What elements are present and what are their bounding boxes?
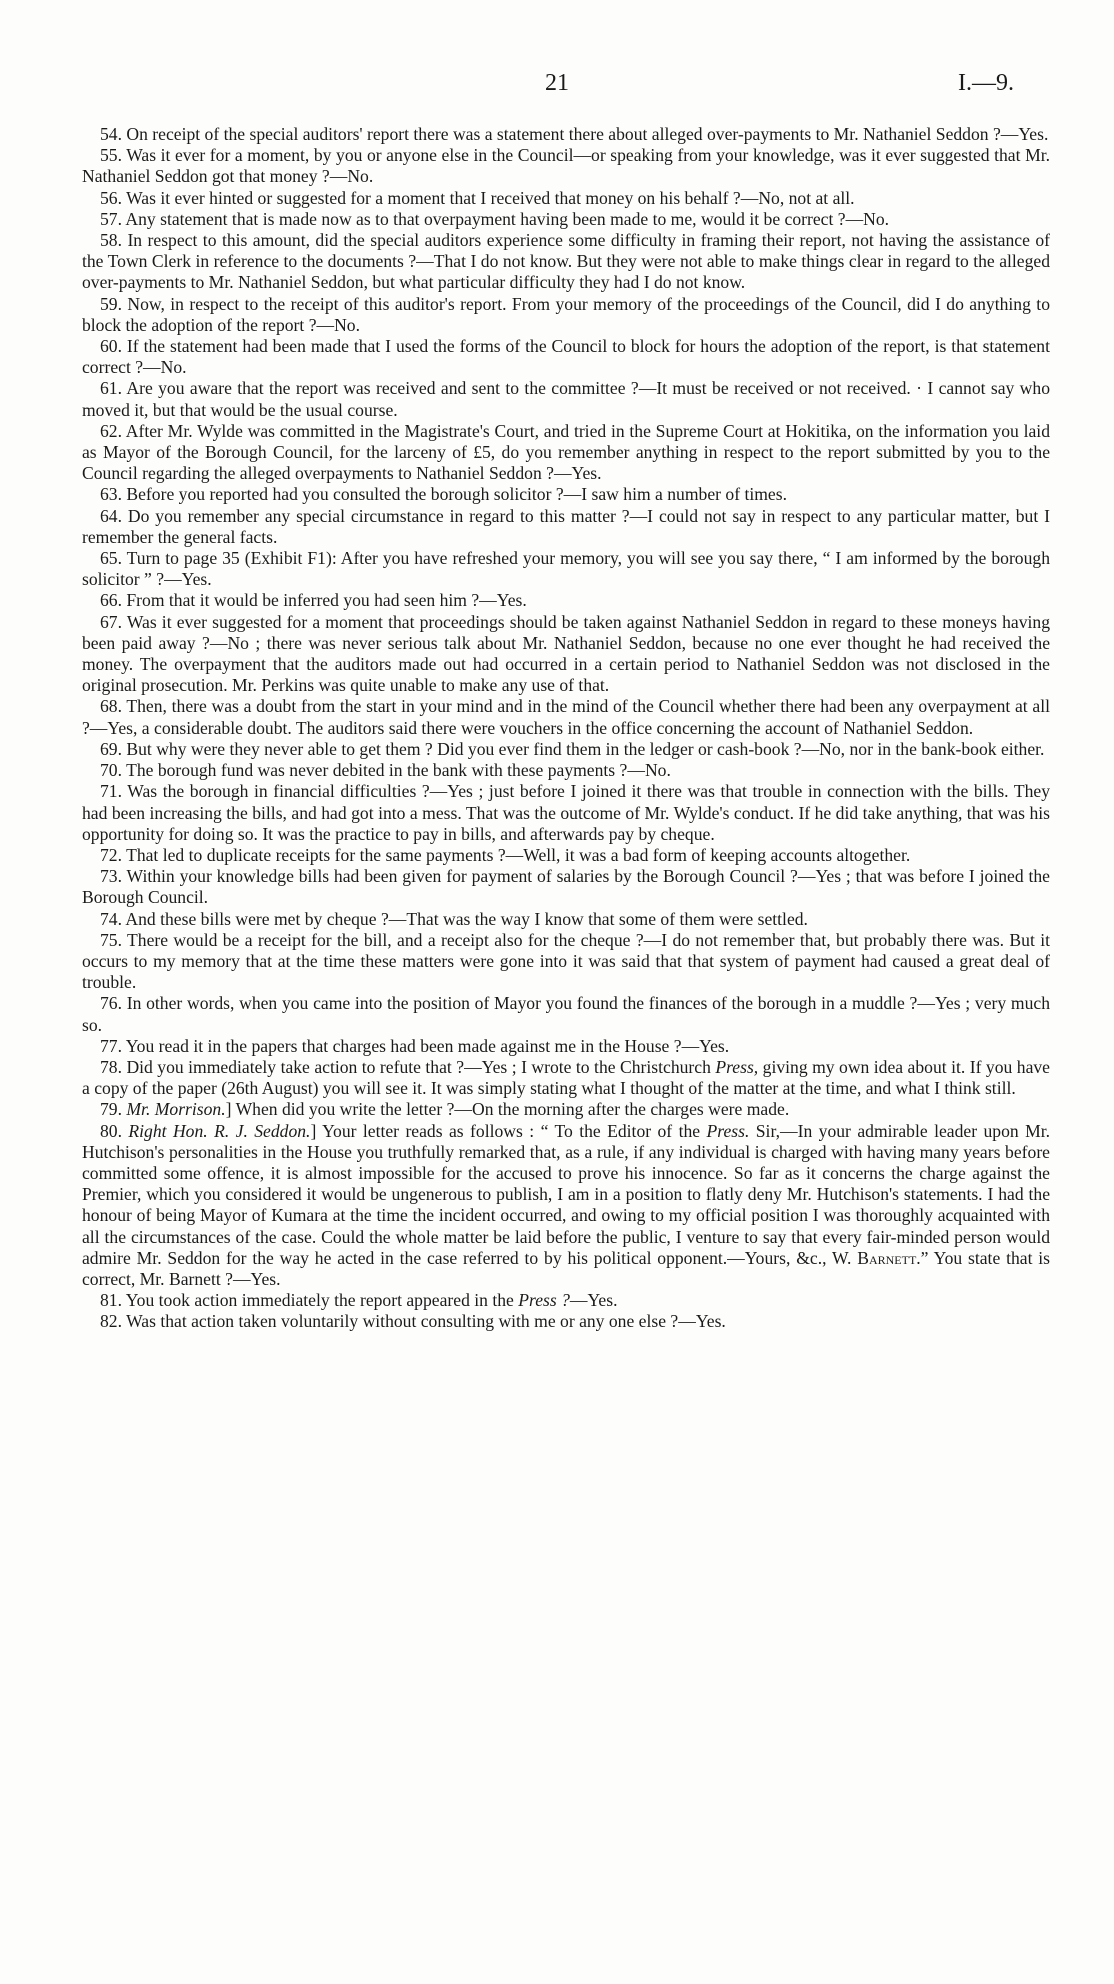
paragraph-61: 61. Are you aware that the report was received and sent to the committee ?—It must be received or not received. · I cannot say who moved it, but that would be the usual course. <box>82 378 1050 420</box>
paragraph-78-text-end: giving my own idea about it. If you have a copy of the paper (26th August) you will see it. It was simply stating what I thought of the matter at the time, and what I think still. <box>82 1056 1050 1099</box>
paragraph-69: 69. But why were they never able to get them ? Did you ever find them in the ledger or cash-book ?—No, nor in the bank-book either. <box>100 738 1045 759</box>
paragraph-67: 67. Was it ever suggested for a moment that proceedings should be taken against Nathaniel Seddon in regard to these moneys having been paid away ?—No ; there was never serious talk about Mr. Nathaniel Seddon, because no one ever thought he had received the money. The overpayment that the auditors made out had occurred in a certain period to Nathaniel Seddon was not disclosed in the original prosecution. Mr. Perkins was quite unable to make any use of that. <box>82 611 1050 696</box>
paragraph-66: 66. From that it would be inferred you had seen him ?—Yes. <box>100 590 527 611</box>
paragraph-68: 68. Then, there was a doubt from the start in your mind and in the mind of the Council whether there had been any overpayment at all ?—Yes, a considerable doubt. The auditors said there were vouchers in the office concerning the account of Nathaniel Seddon. <box>82 696 1050 738</box>
paragraph-64: 64. Do you remember any special circumstance in regard to this matter ?—I could not say in respect to any particular matter, but I remember the general facts. <box>82 505 1050 547</box>
paragraph-62: 62. After Mr. Wylde was committed in the Magistrate's Court, and tried in the Supreme Court at Hokitika, on the information you laid as Mayor of the Borough Council, for the larceny of £5, do you remember anything in respect to the report submitted by you to the Council regarding the alleged overpayments to Nathaniel Seddon ?—Yes. <box>82 420 1050 484</box>
paragraph-80-text: ] Your letter reads as follows : “ To the Editor of the <box>310 1120 707 1141</box>
paragraph-75: 75. There would be a receipt for the bill, and a receipt also for the cheque ?—I do not remember that, but probably there was. But it occurs to my memory that at the time these matters were gone into it was said that that system of payment had caused a great deal of trouble. <box>82 929 1050 993</box>
paragraph-55: 55. Was it ever for a moment, by you or anyone else in the Council—or speaking from your knowledge, was it ever suggested that Mr. Nathaniel Seddon got that money ?—No. <box>82 145 1050 187</box>
paragraph-74: 74. And these bills were met by cheque ?—That was the way I know that some of them were settled. <box>100 908 808 929</box>
paragraph-73: 73. Within your knowledge bills had been given for payment of salaries by the Borough Council ?—Yes ; that was before I joined the Borough Council. <box>82 866 1050 908</box>
paragraph-71: 71. Was the borough in financial difficulties ?—Yes ; just before I joined it there was that trouble in connection with the bills. They had been increasing the bills, and had got into a mess. That was the outcome of Mr. Wylde's conduct. If he did take anything, that was his opportunity for doing so. It was the practice to pay in bills, and afterwards pay by cheque. <box>82 781 1050 844</box>
paragraph-80-text-end: .” You state that is correct, Mr. Barnett ?—Yes. <box>82 1247 1051 1289</box>
paragraph-63: 63. Before you reported had you consulted the borough solicitor ?—I saw him a number of times. <box>100 484 787 505</box>
paragraph-81-text-end: —Yes. <box>569 1290 618 1311</box>
paragraph-56: 56. Was it ever hinted or suggested for a moment that I received that money on his behalf ?—No, not at all. <box>100 187 855 208</box>
paragraph-79-text: ] When did you write the letter ?—On the morning after the charges were made. <box>225 1099 790 1120</box>
paragraph-80 <box>82 1121 1050 1291</box>
document-reference: I.—9. <box>958 70 1014 96</box>
paragraph-78 <box>82 1057 1050 1099</box>
page-number: 21 <box>545 70 569 96</box>
newspaper-title: Press ? <box>518 1290 570 1311</box>
paragraph-82: 82. Was that action taken voluntarily without consulting with me or any one else ?—Yes. <box>100 1311 726 1332</box>
paragraph-78-text: 78. Did you immediately take action to refute that ?—Yes ; I wrote to the Christchurch <box>100 1056 716 1077</box>
speaker-name: Mr. Morrison. <box>126 1099 226 1120</box>
paragraph-81-text: 81. You took action immediately the report appeared in the <box>100 1290 519 1311</box>
paragraph-77: 77. You read it in the papers that charges had been made against me in the House ?—Yes. <box>100 1035 730 1056</box>
paragraph-70: 70. The borough fund was never debited in the bank with these payments ?—No. <box>100 760 671 781</box>
paragraph-72: 72. That led to duplicate receipts for the same payments ?—Well, it was a bad form of keeping accounts altogether. <box>100 844 911 865</box>
letter-text: Sir,—In your admirable leader upon Mr. Hutchison's personalities in the House you truthfully remarked that, as a rule, if any individual is charged with having many years before committed some offence, it is almost impossible for the accused to prove his innocence. So far as it concerns the charge against the Premier, which you considered it would be ungenerous to publish, I am in a position to flatly deny Mr. Hutchison's statements. I had the honour of being Mayor of Kumara at the time the incident occurred, and owing to my official position I was thoroughly acquainted with all the circumstances of the case. Could the whole matter be laid before the public, I venture to say that every fair-minded person would admire Mr. Seddon for the way he acted in the case referred to by his political opponent.—Yours, &c., W. <box>82 1120 1051 1268</box>
letter-signature: Barnett <box>857 1247 917 1268</box>
paragraph-65: 65. Turn to page 35 (Exhibit F1): After you have refreshed your memory, you will see you say there, “ I am informed by the borough solicitor ” ?—Yes. <box>82 548 1050 590</box>
paragraph-79-number: 79. <box>100 1099 127 1120</box>
page-header <box>0 70 1114 104</box>
paragraph-79 <box>82 1099 1050 1120</box>
paragraph-81 <box>82 1290 1050 1311</box>
paragraph-54: 54. On receipt of the special auditors' report there was a statement there about alleged over-payments to Mr. Nathaniel Seddon ?—Yes. <box>100 124 1049 144</box>
newspaper-title: Press. <box>706 1120 750 1141</box>
paragraph-59: 59. Now, in respect to the receipt of this auditor's report. From your memory of the proceedings of the Council, did I do anything to block the adoption of the report ?—No. <box>82 293 1050 335</box>
paragraph-60: 60. If the statement had been made that I used the forms of the Council to block for hours the adoption of the report, is that statement correct ?—No. <box>82 336 1050 378</box>
paragraph-58: 58. In respect to this amount, did the special auditors experience some difficulty in framing their report, not having the assistance of the Town Clerk in reference to the documents ?—That I do not know. But they were not able to make things clear in regard to the alleged over-payments to Mr. Nathaniel Seddon, but what particular difficulty they had I do not know. <box>82 230 1050 293</box>
paragraph-76: 76. In other words, when you came into the position of Mayor you found the finances of the borough in a muddle ?—Yes ; very much so. <box>82 993 1050 1035</box>
paragraph-80-number: 80. <box>100 1120 129 1141</box>
transcript-body <box>82 124 1050 1333</box>
speaker-name: Right Hon. R. J. Seddon. <box>128 1120 311 1141</box>
paragraph-57: 57. Any statement that is made now as to that overpayment having been made to me, would it be correct ?—No. <box>100 208 890 229</box>
newspaper-title: Press, <box>715 1056 759 1077</box>
